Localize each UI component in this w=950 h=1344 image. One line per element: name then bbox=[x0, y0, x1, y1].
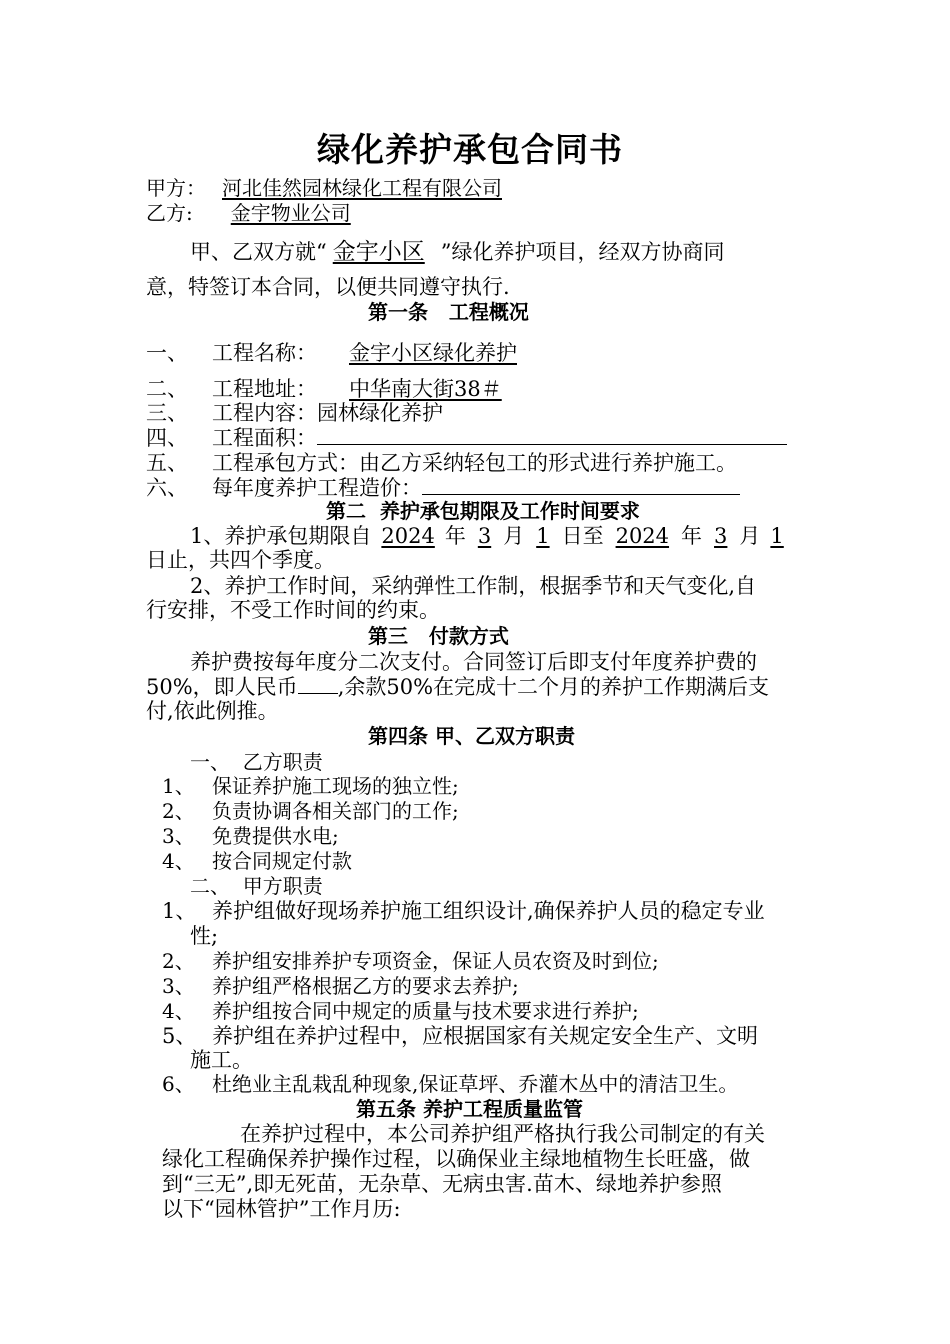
duty-b-item-1: 1、 保证养护施工现场的独立性; bbox=[162, 774, 459, 798]
article2-heading: 第二 养护承包期限及工作时间要求 bbox=[326, 499, 640, 523]
start-month: 3 bbox=[477, 524, 492, 548]
intro-line-1: 甲、乙双方就“ 金宇小区 ”绿化养护项目，经双方协商同 bbox=[190, 239, 725, 265]
end-month: 3 bbox=[714, 524, 728, 548]
party-a-value: 河北佳然园林绿化工程有限公司 bbox=[222, 176, 502, 200]
article5-line-1: 在养护过程中，本公司养护组严格执行我公司制定的有关 bbox=[240, 1122, 765, 1146]
article1-item-2: 二、 工程地址： 中华南大街38＃ bbox=[146, 377, 502, 401]
article1-item-1: 一、 工程名称： 金宇小区绿化养护 bbox=[146, 341, 517, 365]
duty-a-item-1-cont: 性; bbox=[190, 924, 219, 948]
document-title: 绿化养护承包合同书 bbox=[317, 130, 623, 169]
article3-heading: 第三 付款方式 bbox=[368, 624, 509, 648]
party-b-label: 乙方: bbox=[146, 201, 193, 225]
article2-worktime-line-2: 行安排，不受工作时间的约束。 bbox=[146, 598, 440, 622]
article1-item-4: 四、 工程面积： bbox=[146, 425, 787, 451]
duty-b-item-3: 3、 免费提供水电; bbox=[162, 824, 339, 848]
article3-line-2: 50%，即人民币 ,余款50%在完成十二个月的养护工作期满后支 bbox=[146, 675, 770, 699]
duty-a-item-6: 6、 杜绝业主乱栽乱种现象,保证草坪、乔灌木丛中的清洁卫生。 bbox=[162, 1072, 739, 1096]
project-address-value: 中华南大街38＃ bbox=[349, 377, 502, 401]
start-year: 2024 bbox=[381, 524, 435, 548]
project-name-value: 金宇小区绿化养护 bbox=[349, 341, 517, 365]
duty-b-item-4: 4、 按合同规定付款 bbox=[162, 849, 352, 873]
duty-a-item-1: 1、 养护组做好现场养护施工组织设计,确保养护人员的稳定专业 bbox=[162, 899, 765, 923]
end-year: 2024 bbox=[615, 524, 670, 548]
article5-heading: 第五条 养护工程质量监管 bbox=[356, 1097, 583, 1121]
end-day: 1 bbox=[770, 524, 784, 548]
duty-a-item-3: 3、 养护组严格根据乙方的要求去养护; bbox=[162, 974, 519, 998]
article3-line-1: 养护费按每年度分二次支付。合同签订后即支付年度养护费的 bbox=[190, 650, 757, 674]
article1-item-6: 六、 每年度养护工程造价： bbox=[146, 475, 740, 501]
article1-item-5: 五、 工程承包方式：由乙方采纳轻包工的形式进行养护施工。 bbox=[146, 451, 737, 475]
duty-b-item-2: 2、 负责协调各相关部门的工作; bbox=[162, 799, 459, 823]
party-b-value: 金宇物业公司 bbox=[230, 201, 351, 225]
rmb-amount-blank bbox=[298, 675, 338, 694]
intro-line-2: 意，特签订本合同，以便共同遵守执行. bbox=[146, 275, 510, 299]
article5-line-2: 绿化工程确保养护操作过程，以确保业主绿地植物生长旺盛，做 bbox=[162, 1147, 750, 1171]
article4-section-2: 二、 甲方职责 bbox=[190, 874, 323, 898]
party-a-label: 甲方： bbox=[146, 176, 206, 200]
party-a-line bbox=[146, 176, 524, 200]
area-blank bbox=[317, 426, 787, 445]
article2-worktime-line-1: 2、养护工作时间，采纳弹性工作制，根据季节和天气变化,自 bbox=[190, 574, 757, 598]
cost-blank bbox=[422, 476, 740, 495]
duty-a-item-4: 4、 养护组按合同中规定的质量与技术要求进行养护; bbox=[162, 999, 639, 1023]
article5-line-3: 到“三无”,即无死苗，无杂草、无病虫害.苗木、绿地养护参照 bbox=[162, 1172, 722, 1196]
article1-item-3: 三、 工程内容：园林绿化养护 bbox=[146, 401, 443, 425]
article4-heading: 第四条 甲、乙双方职责 bbox=[368, 724, 575, 748]
start-day: 1 bbox=[536, 524, 550, 548]
article4-section-1: 一、 乙方职责 bbox=[190, 750, 323, 774]
article3-line-3: 付,依此例推。 bbox=[146, 699, 279, 723]
article1-heading: 第一条 工程概况 bbox=[368, 300, 529, 324]
duty-a-item-5: 5、 养护组在养护过程中，应根据国家有关规定安全生产、文明 bbox=[162, 1024, 758, 1048]
article5-line-4: 以下“园林管护”工作月历: bbox=[162, 1197, 401, 1221]
article2-term-line: 1、养护承包期限自 2024 年 3 月 1 日至 2024 年 3 月 1 bbox=[190, 524, 784, 548]
duty-a-item-5-cont: 施工。 bbox=[190, 1048, 253, 1072]
party-b-line bbox=[146, 201, 571, 225]
intro-project: 金宇小区 bbox=[332, 239, 425, 265]
article2-term-line-2: 日止，共四个季度。 bbox=[146, 548, 335, 572]
duty-a-item-2: 2、 养护组安排养护专项资金，保证人员农资及时到位; bbox=[162, 949, 659, 973]
